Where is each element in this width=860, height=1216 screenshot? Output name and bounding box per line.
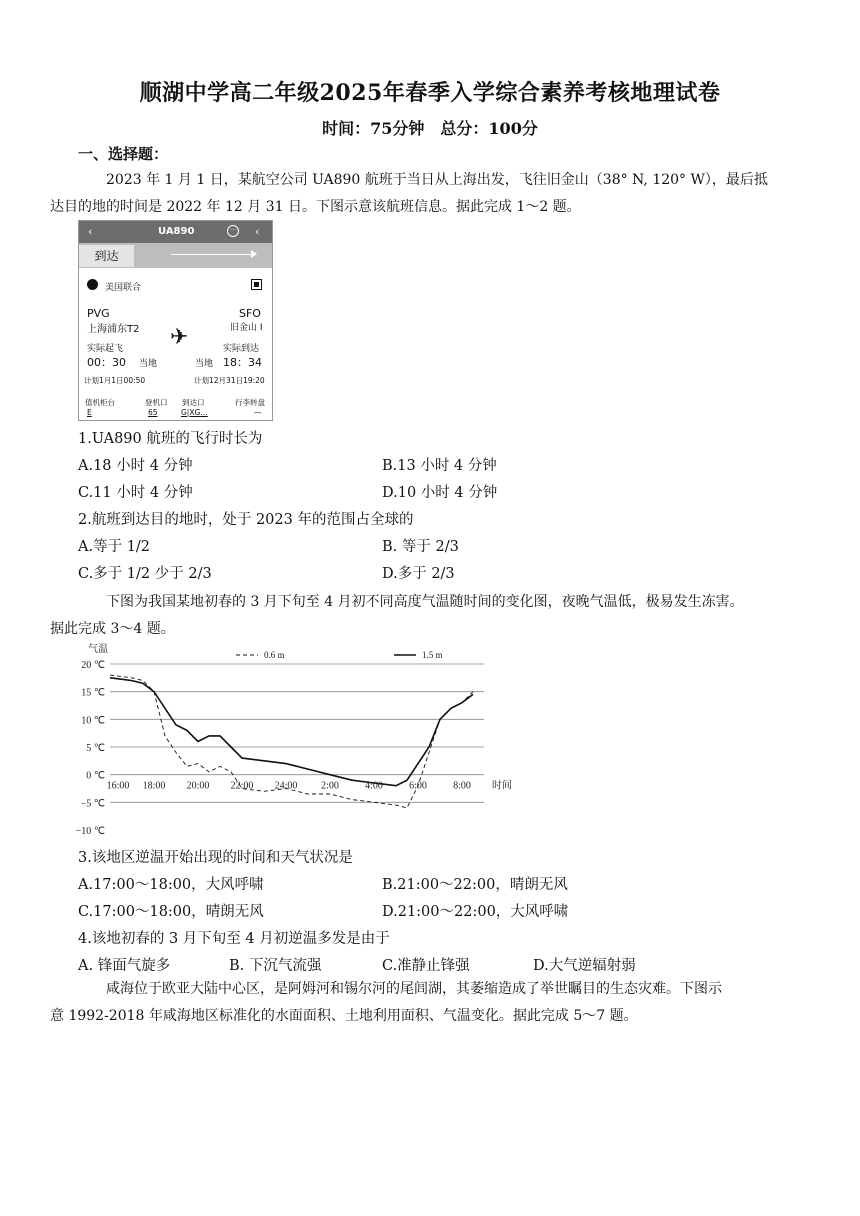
series-line-2 <box>110 678 473 786</box>
departure-label: 实际起飞 <box>87 344 124 354</box>
destination-code: SFO <box>239 307 261 320</box>
q1-option-a: A.18 小时 4 分钟 <box>78 458 193 474</box>
q3-option-c: C.17:00～18:00，晴朗无风 <box>78 904 264 920</box>
q3-option-d: D.21:00～22:00，大风呼啸 <box>382 904 569 920</box>
y-axis-label: 气温 <box>88 644 108 655</box>
q4-option-c: C.准静止锋强 <box>382 958 470 974</box>
footer-label-gate: 登机口 <box>145 398 168 407</box>
intro-3-line-2: 意 1992-2018 年咸海地区标准化的水面面积、土地利用面积、气温变化。据此完成 5～7 题。 <box>50 1008 638 1024</box>
x-axis-label: 时间 <box>492 780 512 792</box>
q4-stem: 4.该地初春的 3 月下旬至 4 月初逆温多发是由于 <box>78 931 390 947</box>
q4-option-b: B. 下沉气流强 <box>229 958 322 974</box>
airline-logo <box>87 279 98 290</box>
footer-value-baggage: — <box>254 408 262 417</box>
arrival-time: 18：34 <box>223 356 262 369</box>
arrival-label: 实际到达 <box>223 344 260 354</box>
airline-name: 美国联合 <box>105 283 142 293</box>
q3-option-b: B.21:00～22:00，晴朗无风 <box>382 877 568 893</box>
airplane-icon: ✈ <box>170 325 189 350</box>
x-tick-label: 22:00 <box>230 780 254 792</box>
qr-icon <box>251 279 262 290</box>
x-tick-label: 16:00 <box>106 780 130 792</box>
q2-option-c: C.多于 1/2 少于 2/3 <box>78 566 212 582</box>
exam-title: 顺湖中学高二年级2025年春季入学综合素养考核地理试卷 <box>139 80 721 106</box>
x-tick-label: 18:00 <box>142 780 166 792</box>
y-tick-label: 15 ℃ <box>81 687 105 699</box>
footer-label-exit: 到达口 <box>182 398 205 407</box>
intro-paragraph-2 <box>50 589 784 643</box>
intro-paragraph-1 <box>50 167 784 221</box>
footer-label-baggage: 行李转盘 <box>235 398 265 407</box>
legend-label-1: 0.6 m <box>264 650 285 660</box>
origin-name: 上海浦东T2 <box>87 324 140 335</box>
arrival-plan: 计划12月31日19:20 <box>194 376 265 385</box>
q4-option-d: D.大气逆辐射弱 <box>533 958 636 974</box>
x-tick-label: 24:00 <box>274 780 298 792</box>
chevron-left-icon: ‹ <box>88 225 93 238</box>
intro-1-line-1: 2023 年 1 月 1 日，某航空公司 UA890 航班于当日从上海出发，飞往旧金山（38° N, 120° W），最后抵 <box>106 172 768 188</box>
departure-local: 当地 <box>139 359 158 369</box>
q3-option-a: A.17:00～18:00，大风呼啸 <box>78 877 264 893</box>
intro-1-line-2: 达目的地的时间是 2022 年 12 月 31 日。下图示意该航班信息。据此完成 1～2 题。 <box>50 199 581 215</box>
footer-label-checkin: 值机柜台 <box>85 398 115 407</box>
exam-subtitle: 时间：75分钟 总分：100分 <box>322 119 538 138</box>
temperature-chart <box>70 640 530 840</box>
x-tick-label: 8:00 <box>453 780 471 792</box>
intro-paragraph-3 <box>50 976 784 1030</box>
arrival-tab: 到达 <box>79 245 134 267</box>
q2-option-a: A.等于 1/2 <box>78 539 151 555</box>
destination-name: 旧金山 I <box>230 323 263 333</box>
departure-time: 00：30 <box>87 356 126 369</box>
y-tick-label: 0 ℃ <box>86 770 105 782</box>
x-tick-label: 6:00 <box>409 780 427 792</box>
flight-card-header <box>79 221 272 243</box>
x-tick-label: 2:00 <box>321 780 339 792</box>
intro-3-line-1: 咸海位于欧亚大陆中心区，是阿姆河和锡尔河的尾闾湖，其萎缩造成了举世瞩目的生态灾难。下图示 <box>106 981 722 997</box>
origin-code: PVG <box>87 307 110 320</box>
y-tick-label: 20 ℃ <box>81 660 105 671</box>
flight-info-card <box>78 220 273 421</box>
q1-stem: 1.UA890 航班的飞行时长为 <box>78 431 263 447</box>
q1-option-b: B.13 小时 4 分钟 <box>382 458 497 474</box>
q1-option-c: C.11 小时 4 分钟 <box>78 485 193 501</box>
q3-stem: 3.该地区逆温开始出现的时间和天气状况是 <box>78 850 353 866</box>
intro-2-line-2: 据此完成 3～4 题。 <box>50 621 175 637</box>
x-tick-label: 20:00 <box>186 780 210 792</box>
q4-option-a: A. 锋面气旋多 <box>78 958 171 974</box>
more-icon: ··· <box>227 225 239 237</box>
q2-stem: 2.航班到达目的地时，处于 2023 年的范围占全球的 <box>78 512 414 528</box>
y-tick-label: −5 ℃ <box>80 798 105 810</box>
y-tick-label: 5 ℃ <box>86 743 105 754</box>
intro-2-line-1: 下图为我国某地初春的 3 月下旬至 4 月初不同高度气温随时间的变化图，夜晚气温低，极易发生冻害。 <box>106 594 744 610</box>
y-tick-label: 10 ℃ <box>81 715 105 727</box>
chart-legend <box>236 650 443 660</box>
footer-value-gate: 65 <box>148 408 158 417</box>
q2-option-d: D.多于 2/3 <box>382 566 455 582</box>
y-tick-label: −10 ℃ <box>75 826 105 837</box>
arrival-local: 当地 <box>195 359 214 369</box>
flight-number: UA890 <box>158 226 195 237</box>
q2-option-b: B. 等于 2/3 <box>382 539 459 555</box>
chart-axes <box>76 643 512 837</box>
departure-plan: 计划1月1日00:50 <box>84 376 146 385</box>
footer-value-exit: G|XG… <box>181 408 208 417</box>
x-tick-label: 4:00 <box>365 780 383 792</box>
chevron-left-icon: ‹ <box>255 225 260 238</box>
q1-option-d: D.10 小时 4 分钟 <box>382 485 498 501</box>
legend-label-2: 1.5 m <box>422 650 443 660</box>
section-heading: 一、选择题： <box>78 145 169 163</box>
footer-value-checkin: E <box>87 408 92 417</box>
